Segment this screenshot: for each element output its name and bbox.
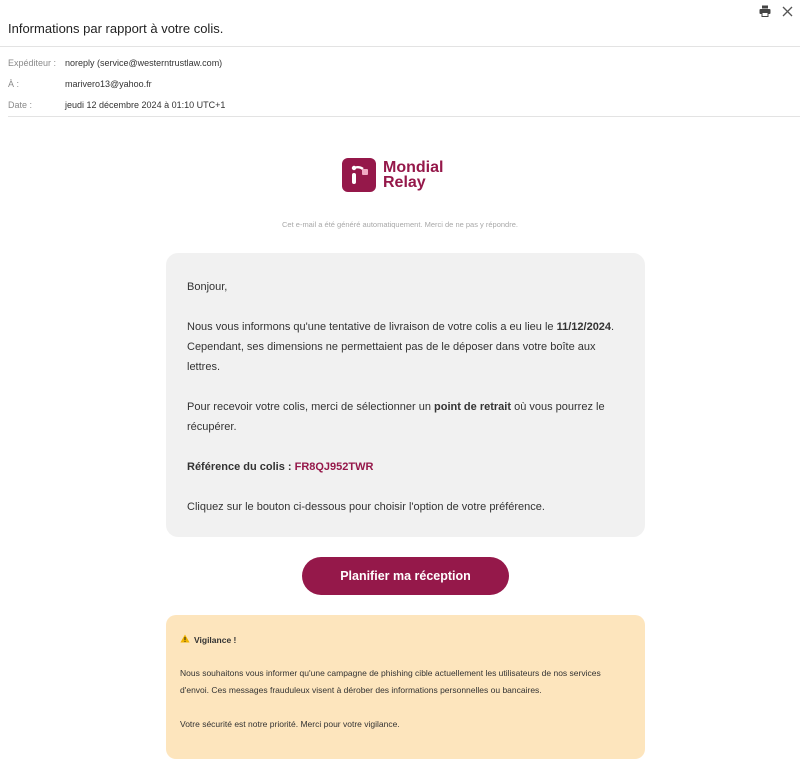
warning-content: [180, 632, 632, 733]
delivery-text-b: . Cependant, ses dimensions ne permettaient pas de le déposer dans votre boîte aux lettres.: [187, 321, 615, 373]
date-value: jeudi 12 décembre 2024 à 01:10 UTC+1: [65, 99, 226, 110]
auto-generated-note: Cet e-mail a été généré automatiquement. Merci de ne pas y répondre.: [282, 220, 518, 229]
warning-paragraph-2: Votre sécurité est notre priorité. Merci pour votre vigilance.: [180, 719, 400, 729]
brand-line2: Relay: [383, 174, 426, 191]
brand-line1: Mondial: [383, 159, 444, 176]
meta-to: [8, 73, 792, 94]
pickup-text-b: où vous pourrez le récupérer.: [187, 401, 605, 433]
brand-logo: [342, 158, 443, 192]
warning-paragraph-1: Nous souhaitons vous informer qu'une campagne de phishing cible actuellement les utilisateurs de nos services d'envoi. Ces messages frauduleux visent à dérober des informations personnelles ou bancaires.: [180, 668, 601, 695]
reference-line: [187, 457, 627, 477]
plan-reception-button[interactable]: Planifier ma réception: [302, 557, 509, 595]
header-actions: [758, 4, 794, 18]
instruction-paragraph: Cliquez sur le bouton ci-dessous pour choisir l'option de votre préférence.: [187, 501, 545, 513]
pickup-text-a: Pour recevoir votre colis, merci de sélectionner un: [187, 401, 434, 413]
warning-box: [166, 615, 645, 759]
brand-name: [383, 160, 443, 190]
email-subject: Informations par rapport à votre colis.: [8, 21, 224, 36]
meta-divider: [8, 116, 800, 117]
meta-from: [8, 52, 792, 73]
close-icon[interactable]: [780, 4, 794, 18]
date-label: Date :: [8, 99, 33, 110]
warning-icon: [180, 632, 190, 649]
logo-mark-icon: [342, 158, 376, 192]
email-meta: [8, 52, 792, 115]
delivery-paragraph: [187, 317, 627, 377]
delivery-date: 11/12/2024: [556, 321, 612, 333]
message-body: [187, 277, 627, 517]
delivery-text-a: Nous vous informons qu'une tentative de livraison de votre colis a eu lieu le: [187, 321, 557, 333]
warning-title: Vigilance !: [194, 635, 237, 645]
to-label: À :: [8, 78, 20, 89]
print-icon[interactable]: [758, 4, 772, 18]
reference-label: Référence du colis :: [187, 461, 295, 473]
from-label: Expéditeur :: [8, 57, 57, 68]
meta-date: [8, 94, 792, 115]
to-value[interactable]: marivero13@yahoo.fr: [65, 78, 152, 89]
pickup-point: point de retrait: [434, 401, 512, 413]
warning-title-row: [180, 632, 632, 649]
message-card: [166, 253, 645, 537]
greeting: Bonjour,: [187, 281, 228, 293]
pickup-paragraph: [187, 397, 627, 437]
from-value[interactable]: noreply (service@westerntrustlaw.com): [65, 57, 223, 68]
reference-value: FR8QJ952TWR: [294, 461, 374, 473]
email-header: [0, 0, 800, 47]
